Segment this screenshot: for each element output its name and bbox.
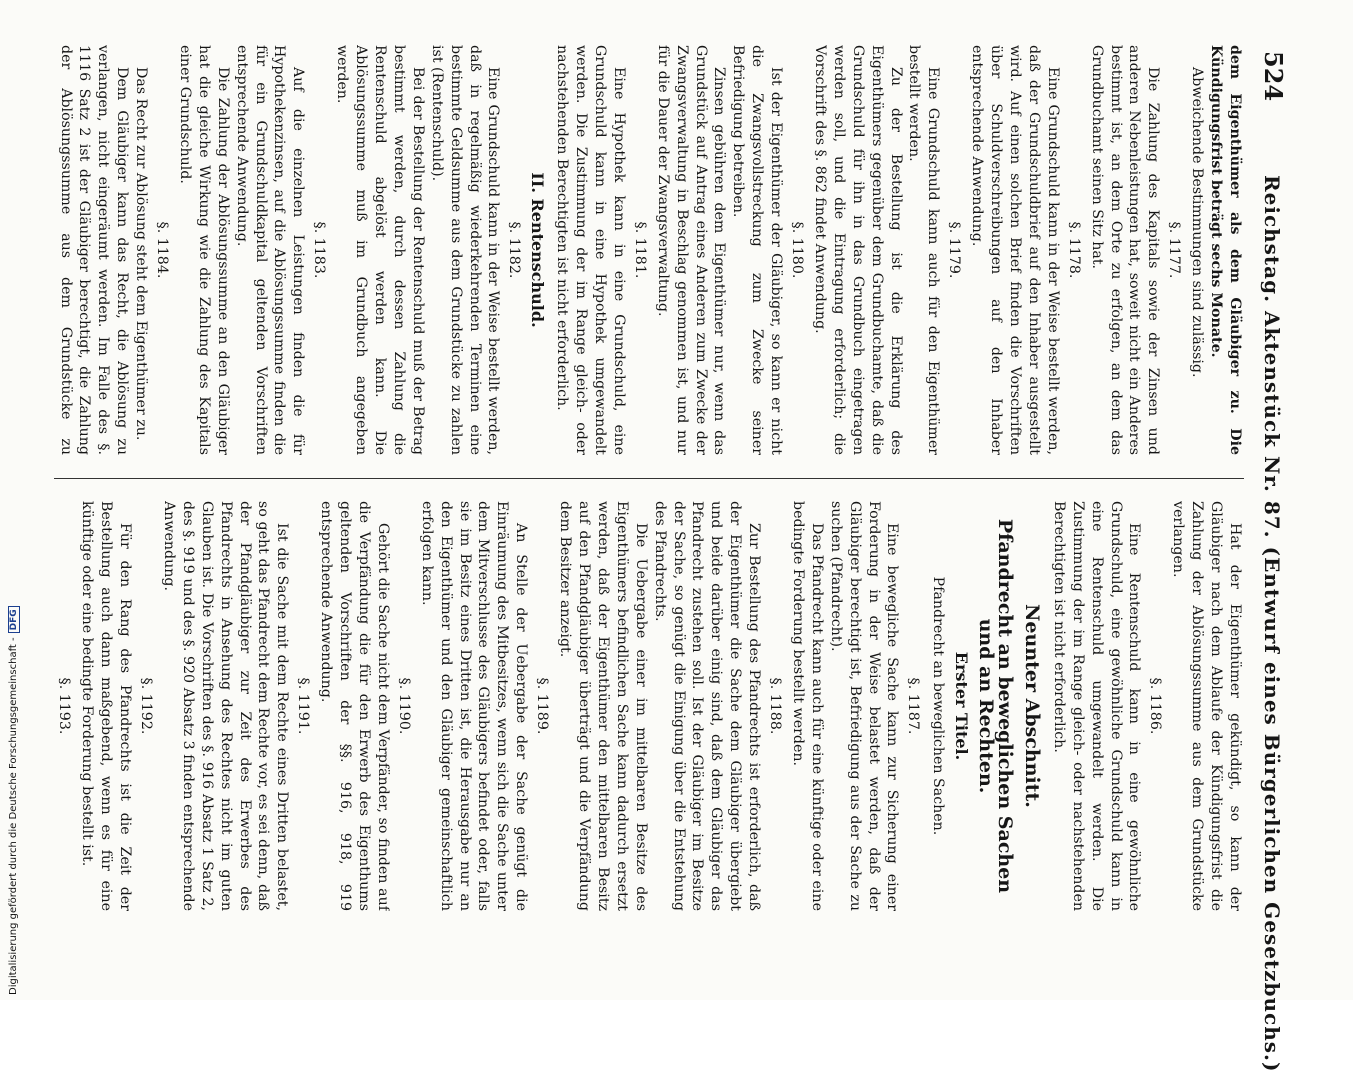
- section-heading: §. 1188.: [767, 677, 784, 735]
- title-heading: Erster Titel.: [952, 651, 972, 761]
- paragraph: An Stelle der Uebergabe der Sache genügt die Einräumung des Mitbesitzes, wenn sich die Sache unter dem Mitverschlusse des Gläubigers befindet oder, falls sie im Besitz eines Dritten ist, die Herausgabe nur an den Eigenthümer und den Gläubiger gemeinschaftlich erfolgen kann.: [418, 501, 530, 911]
- section-heading: §. 1191.: [295, 677, 312, 735]
- running-title: Reichstag. Aktenstück Nr. 87. (Entwurf eines Bürgerlichen Gesetzbuchs.): [1260, 175, 1284, 1072]
- paragraph: Zinsen gebühren dem Eigenthümer nur, wenn das Grundstück auf Antrag eines Anderen zum Zwecke der Zwangsverwaltung in Beschlag genommen ist, und nur für die Dauer der Zwangsverwaltung.: [654, 45, 728, 455]
- page-header: [1250, 45, 1290, 1072]
- paragraph: Eine Hypothek kann in eine Grundschuld, eine Grundschuld kann in eine Hypothek umgewandelt werden. Die Zustimmung der im Range gleich- oder nachstehenden Berechtigten ist nicht erforderlich.: [554, 45, 627, 455]
- paragraph: Eine Grundschuld kann in der Weise bestellt werden, daß in regelmäßig wiederkehrenden Terminen eine bestimmte Geldsumme aus dem Grundstücke zu zahlen ist (Rentenschuld).: [428, 45, 502, 455]
- left-column: [54, 45, 1244, 455]
- paragraph: Eine Rentenschuld kann in eine gewöhnliche Grundschuld, eine gewöhnliche Grundschuld kann in eine Rentenschuld umgewandelt werden. Die Zustimmung der im Range gleich- oder nachstehenden Berechtigten ist nicht erforderlich.: [1050, 501, 1143, 911]
- section-heading: §. 1193.: [56, 677, 73, 735]
- section-heading: §. 1190.: [395, 677, 412, 735]
- column-divider: [54, 478, 1244, 479]
- dfg-logo: DFG: [8, 606, 20, 633]
- paragraph: Zur Bestellung des Pfandrechts ist erforderlich, daß der Eigenthümer die Sache dem Gläubiger übergiebt und beide darüber einig sind, daß dem Gläubiger das Pfandrecht zustehen soll. Ist der Gläubiger im Besitze der Sache, so genügt die Einigung über die Entstehung des Pfandrechts.: [651, 501, 763, 911]
- paragraph: dem Eigenthümer als dem Gläubiger zu. Die Kündigungsfrist beträgt sechs Monate.: [1208, 45, 1243, 455]
- paragraph: Ist der Eigenthümer der Gläubiger, so kann er nicht die Zwangsvollstreckung zum Zwecke seiner Befriedigung betreiben.: [730, 45, 785, 455]
- paragraph: Eine bewegliche Sache kann zur Sicherung einer Forderung in der Weise belastet werden, daß der Gläubiger berechtigt ist, Befriedigung aus der Sache zu suchen (Pfandrecht).: [827, 501, 901, 911]
- section-heading: §. 1183.: [311, 221, 328, 279]
- funding-note: Digitalisierung gefördert durch die Deutsche Forschungsgemeinschaft -: [8, 637, 19, 995]
- paragraph: Gehört die Sache nicht dem Verpfänder, so finden auf die Verpfändung die für den Erwerb des Eigenthums geltenden Vorschriften der §§. 916, 918, 919 entsprechende Anwendung.: [318, 501, 391, 911]
- paragraph: Für den Rang des Pfandrechts ist die Zeit der Bestellung auch dann maßgebend, wenn es für eine künftige oder eine bedingte Forderung bestellt ist.: [79, 501, 134, 911]
- subsection-heading: II. Rentenschuld.: [528, 172, 548, 328]
- paragraph: Die Zahlung des Kapitals sowie der Zinsen und anderen Nebenleistungen hat, soweit nicht ein Anderes bestimmt ist, an dem Orte zu erfolgen, an dem das Grundbuchamt seinen Sitz hat.: [1088, 45, 1162, 455]
- paragraph: Eine Grundschuld kann in der Weise bestellt werden, daß der Grundschuldbrief auf den Inhaber ausgestellt wird. Auf einen solchen Brief finden die Vorschriften über Schuldverschreibungen auf den Inhaber entsprechende Anwendung.: [969, 45, 1061, 455]
- section-heading: §. 1178.: [1065, 221, 1082, 279]
- right-column: [54, 501, 1244, 911]
- paragraph: Das Pfandrecht kann auch für eine künftige oder eine bedingte Forderung bestellt werden.: [789, 501, 825, 911]
- section-heading: §. 1181.: [631, 221, 648, 279]
- paragraph: Hat der Eigenthümer gekündigt, so kann der Gläubiger nach dem Ablaufe der Kündigungsfrist die Zahlung der Ablösungssumme aus dem Grundstücke verlangen.: [1170, 501, 1243, 911]
- paragraph: Bei der Bestellung der Rentenschuld muß der Betrag bestimmt werden, durch dessen Zahlung die Rentenschuld abgelöst werden kann. Die Ablösungssumme muß im Grundbuch angegeben werden.: [334, 45, 426, 455]
- page-number: 524: [1259, 51, 1288, 102]
- paragraph: Auf die einzelnen Leistungen finden die für Hypothekenzinsen, auf die Ablösungssumme finden die für ein Grundschuldkapital geltenden Vorschriften entsprechende Anwendung.: [233, 45, 307, 455]
- rotated-document-page: [30, 45, 1290, 1072]
- chapter-title: Pfandrecht an beweglichen Sachen und an Rechten.: [975, 518, 1017, 894]
- paragraph: Die Zahlung der Ablösungssumme an den Gläubiger hat die gleiche Wirkung wie die Zahlung des Kapitals einer Grundschuld.: [176, 45, 231, 455]
- paragraph: Abweichende Bestimmungen sind zulässig.: [1189, 67, 1206, 378]
- section-heading: §. 1189.: [534, 677, 551, 735]
- section-heading: §. 1179.: [946, 221, 963, 279]
- section-heading: §. 1187.: [905, 677, 922, 735]
- paragraph: Das Recht zur Ablösung steht dem Eigenthümer zu.: [133, 67, 150, 441]
- digitization-footer: [8, 606, 20, 995]
- paragraph: Eine Grundschuld kann auch für den Eigenthümer bestellt werden.: [906, 45, 942, 455]
- paragraph: Die Uebergabe einer im mittelbaren Besitze des Eigenthümers befindlichen Sache kann dadurch ersetzt werden, daß der Eigenthümer den mittelbaren Besitz auf den Pfandgläubiger überträgt und die Verpfändung dem Besitzer anzeigt.: [557, 501, 649, 911]
- section-heading: §. 1192.: [138, 677, 155, 735]
- paragraph: Zu der Bestellung ist die Erklärung des Eigenthümers gegenüber dem Grundbuchamte, daß die Grundschuld für ihn in das Grundbuch eingetragen werden soll, und die Eintragung erforderlich; die Vorschrift des §. 862 findet Anwendung.: [811, 45, 904, 455]
- title-subheading: Pfandrecht an beweglichen Sachen.: [930, 576, 947, 836]
- section-heading: §. 1182.: [506, 221, 523, 279]
- section-heading: §. 1180.: [789, 221, 806, 279]
- section-heading: §. 1186.: [1147, 677, 1164, 735]
- chapter-heading: Neunter Abschnitt.: [1020, 604, 1043, 808]
- paragraph: Dem Gläubiger kann das Recht, die Ablösung zu verlangen, nicht eingeräumt werden. Im Falle des §. 1116 Satz 2 ist der Gläubiger berechtigt, die Zahlung der Ablösungssumme aus dem Grundstücke zu: [57, 45, 131, 455]
- paragraph: Ist die Sache mit dem Rechte eines Dritten belastet, so geht das Pfandrecht dem Rechte vor, es sei denn, daß der Pfandgläubiger zur Zeit des Erwerbes des Pfandrechts in Ansehung des Rechtes nicht im guten Glauben ist. Die Vorschriften des §. 916 Absatz 1 Satz 2, des §. 919 und des §. 920 Absatz 3 finden entsprechende Anwendung.: [160, 501, 291, 911]
- section-heading: §. 1177.: [1166, 221, 1183, 279]
- section-heading: §. 1184.: [154, 221, 171, 279]
